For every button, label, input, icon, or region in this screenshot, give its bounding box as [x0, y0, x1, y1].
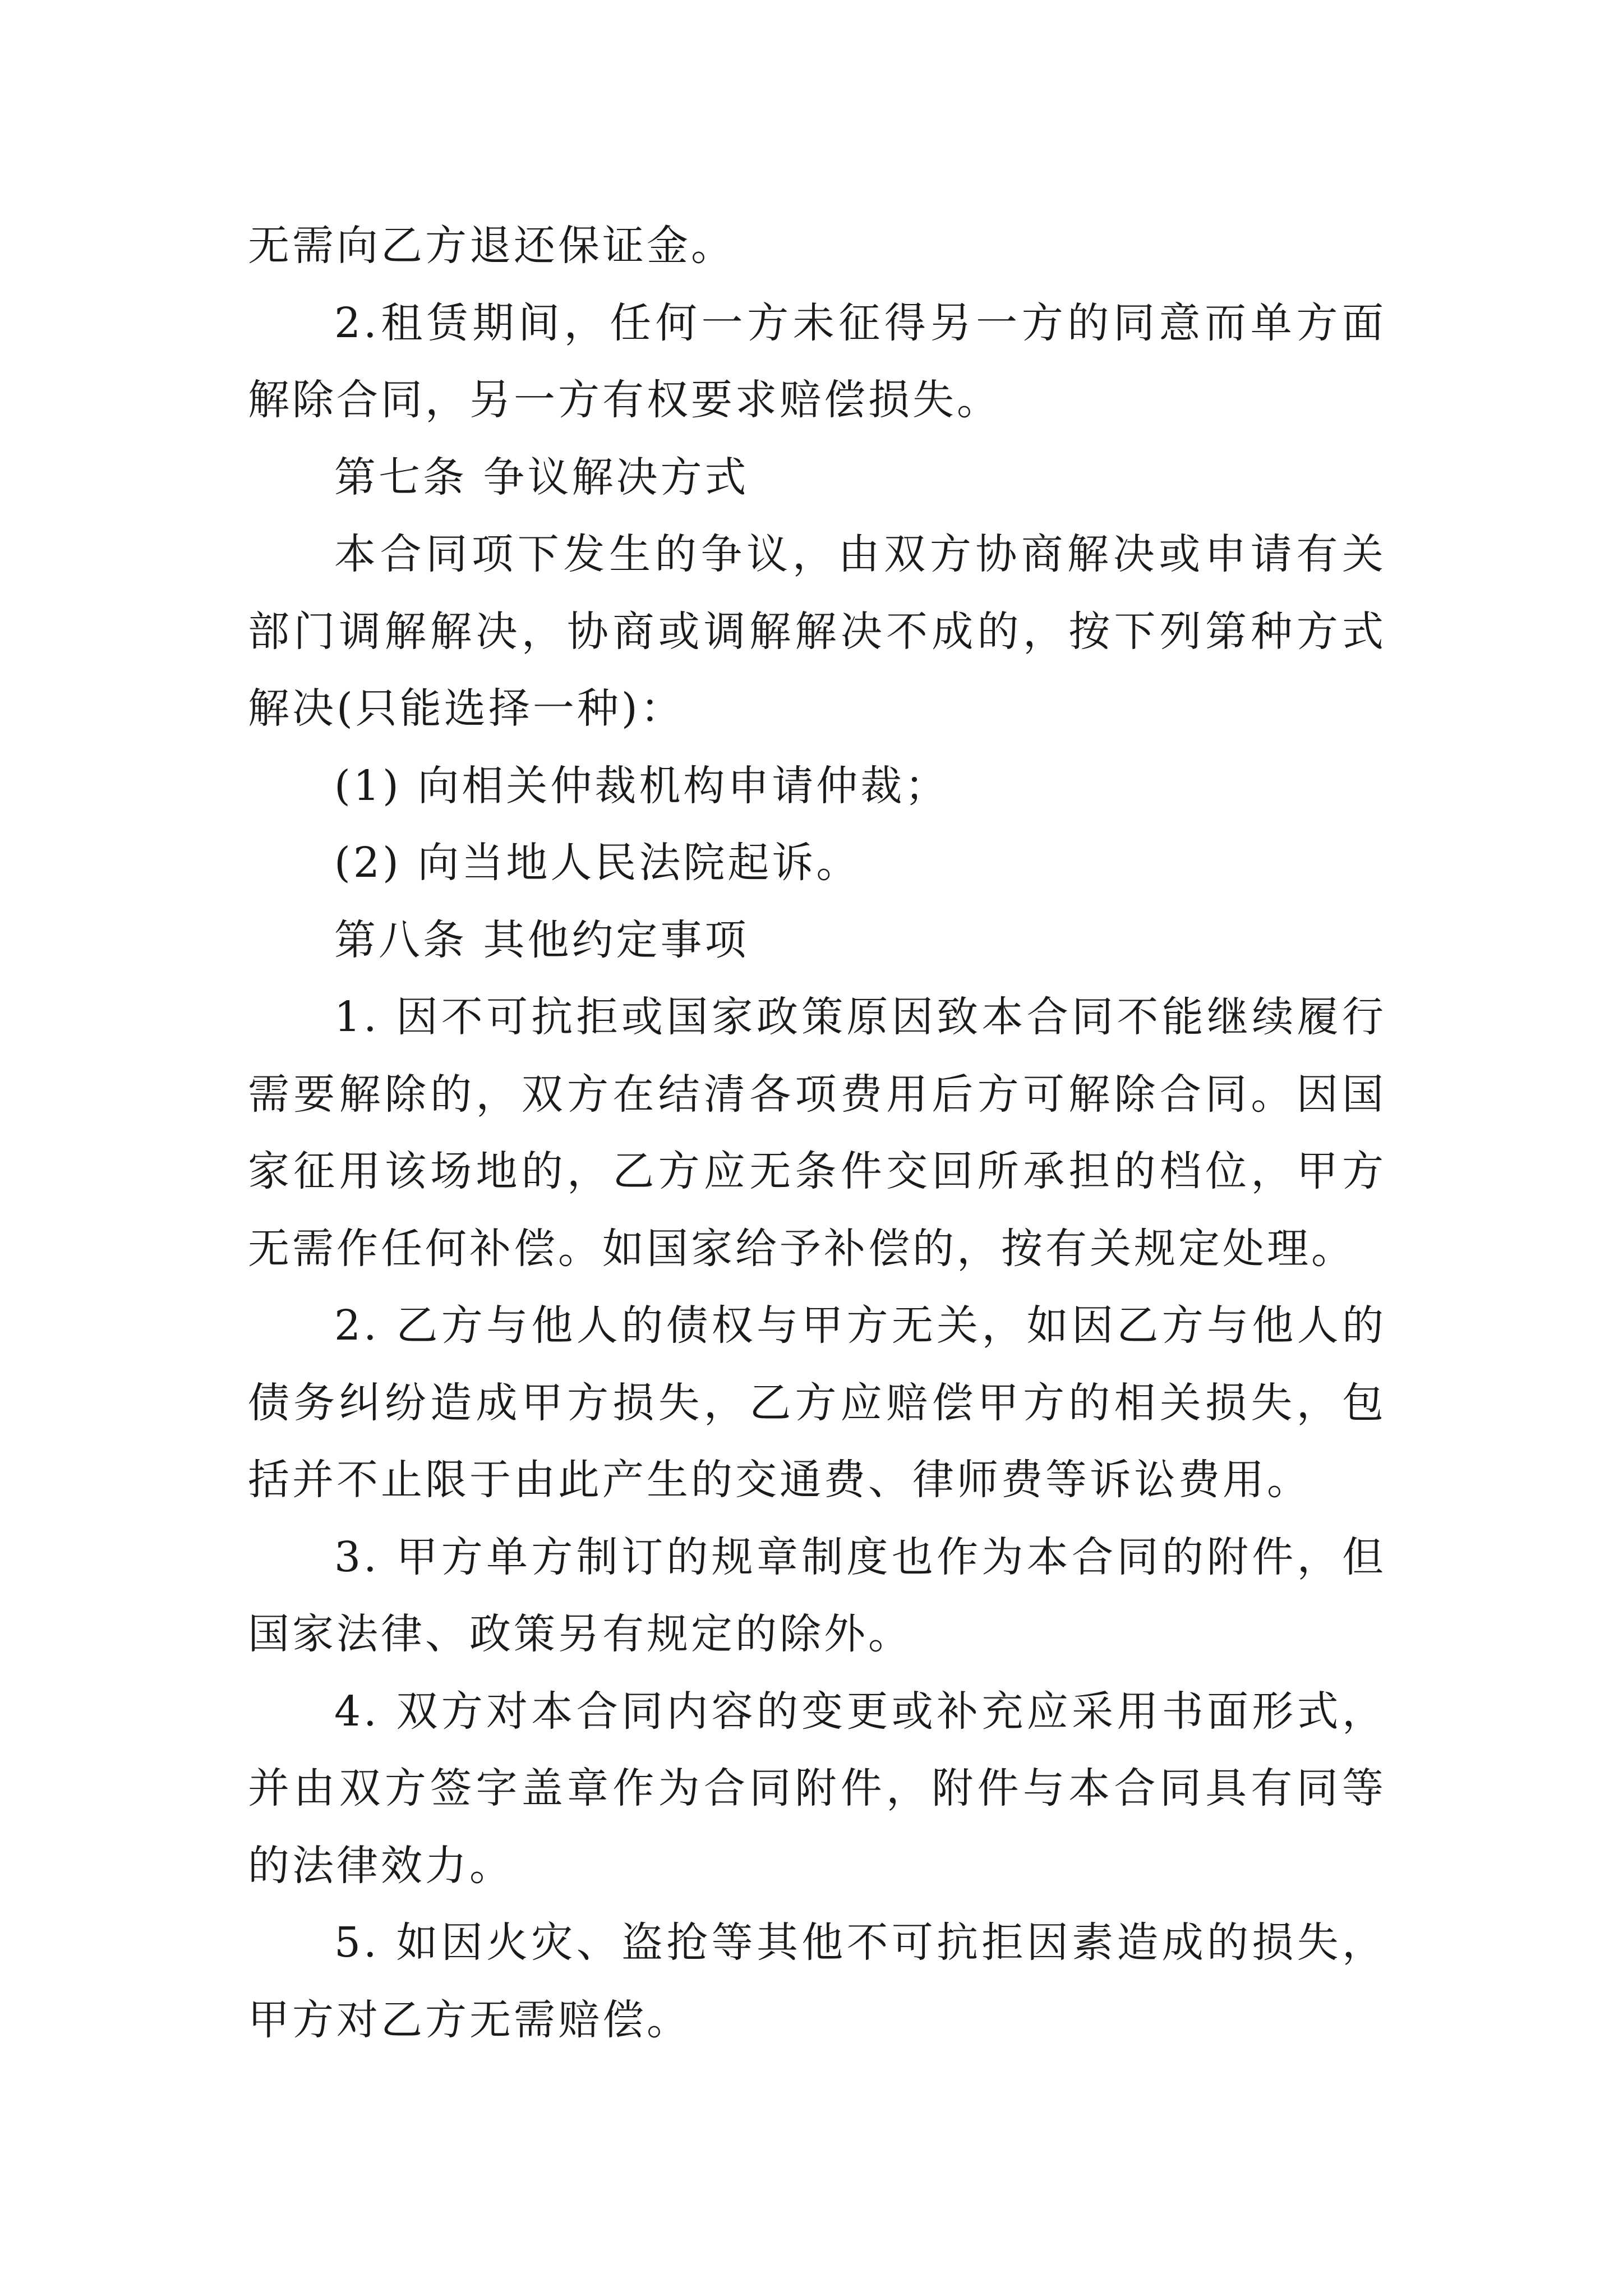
option-arbitration: (1) 向相关仲裁机构申请仲裁；	[334, 761, 949, 810]
heading-article-7: 第七条 争议解决方式	[334, 453, 749, 501]
paragraph-article-8-item-2: 2. 乙方与他人的债权与甲方无关，如因乙方与他人的债务纠纷造成甲方损失，乙方应赔偿甲方的相关损失，包括并不止限于由此产生的交通费、律师费等诉讼费用。	[248, 1301, 1386, 1504]
heading-article-8: 第八条 其他约定事项	[334, 915, 749, 964]
paragraph-dispute-resolution: 本合同项下发生的争议，由双方协商解决或申请有关部门调解解决，协商或调解解决不成的，按下列第种方式解决(只能选择一种)：	[248, 530, 1386, 733]
document-body	[248, 208, 1386, 2059]
paragraph-article-8-item-5: 5. 如因火灾、盗抢等其他不可抗拒因素造成的损失，甲方对乙方无需赔偿。	[248, 1918, 1386, 2044]
paragraph-clause-6-item-2: 2.租赁期间，任何一方未征得另一方的同意而单方面解除合同，另一方有权要求赔偿损失。	[248, 298, 1386, 424]
paragraph-article-8-item-4: 4. 双方对本合同内容的变更或补充应采用书面形式，并由双方签字盖章作为合同附件，附件与本合同具有同等的法律效力。	[248, 1687, 1386, 1890]
option-litigation: (2) 向当地人民法院起诉。	[334, 839, 861, 887]
paragraph-article-8-item-1: 1. 因不可抗拒或国家政策原因致本合同不能继续履行需要解除的，双方在结清各项费用后方可解除合同。因国家征用该场地的，乙方应无条件交回所承担的档位，甲方无需作任何补偿。如国家给予补偿的，按有关规定处理。	[248, 993, 1386, 1273]
paragraph-article-8-item-3: 3. 甲方单方制订的规章制度也作为本合同的附件，但国家法律、政策另有规定的除外。	[248, 1533, 1386, 1658]
paragraph-deposit-tail: 无需向乙方退还保证金。	[248, 222, 735, 270]
